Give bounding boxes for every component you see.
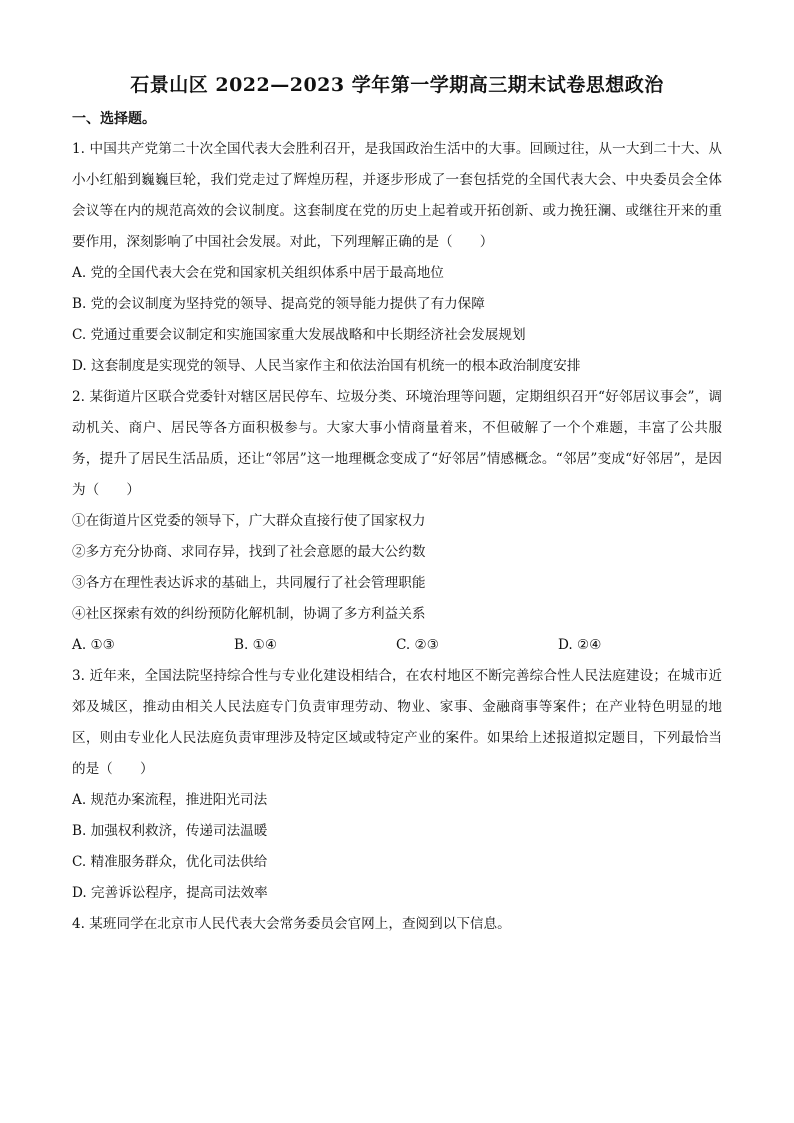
exam-content	[72, 106, 722, 940]
question-2-option-d: D. ②④	[558, 637, 602, 653]
question-3-stem: 3. 近年来，全国法院坚持综合性与专业化建设相结合，在农村地区不断完善综合性人民法庭建设；在城市近郊及城区，推动由相关人民法庭专门负责审理劳动、物业、家事、金融商事等案件；在产业特色明显的地区，则由专业化人民法庭负责审理涉及特定区域或特定产业的案件。如果给上述报道拟定题目，下列最恰当的是（ ）	[72, 668, 722, 777]
question-2-stem: 2. 某街道片区联合党委针对辖区居民停车、垃圾分类、环境治理等问题，定期组织召开“好邻居议事会”，调动机关、商户、居民等各方面积极参与。大家大事小情商量着来，不但破解了一个个难题，丰富了公共服务，提升了居民生活品质，还让“邻居”这一地理概念变成了“好邻居”情感概念。“邻居”变成“好邻居”，是因为（ ）	[72, 389, 722, 498]
page-title: 石景山区 2022—2023 学年第一学期高三期末试卷思想政治	[130, 74, 664, 96]
question-2-option-b: B. ①④	[234, 637, 278, 653]
question-2-statement-3: ③各方在理性表达诉求的基础上，共同履行了社会管理职能	[72, 575, 426, 591]
question-2-statement-2: ②多方充分协商、求同存异，找到了社会意愿的最大公约数	[72, 544, 426, 560]
question-3-option-c: C. 精准服务群众，优化司法供给	[72, 854, 268, 870]
question-2-option-a: A. ①③	[72, 637, 115, 653]
question-1-stem: 1. 中国共产党第二十次全国代表大会胜利召开，是我国政治生活中的大事。回顾过往，从一大到二十大、从小小红船到巍巍巨轮，我们党走过了辉煌历程，并逐步形成了一套包括党的全国代表大会、中央委员会全体会议等在内的规范高效的会议制度。这套制度在党的历史上起着或开拓创新、或力挽狂澜、或继往开来的重要作用，深刻影响了中国社会发展。对此，下列理解正确的是（ ）	[72, 141, 722, 250]
question-2-statement-4: ④社区探索有效的纠纷预防化解机制，协调了多方利益关系	[72, 606, 426, 622]
question-2-statement-1: ①在街道片区党委的领导下，广大群众直接行使了国家权力	[72, 513, 426, 529]
question-1-option-a: A. 党的全国代表大会在党和国家机关组织体系中居于最高地位	[72, 265, 444, 281]
question-1	[72, 134, 722, 382]
question-4	[72, 909, 722, 940]
question-3-option-d: D. 完善诉讼程序，提高司法效率	[72, 885, 268, 901]
question-2-options	[72, 630, 722, 661]
question-3-option-a: A. 规范办案流程，推进阳光司法	[72, 792, 268, 808]
question-3	[72, 661, 722, 909]
question-2-option-c: C. ②③	[396, 637, 439, 653]
question-1-option-c: C. 党通过重要会议制定和实施国家重大发展战略和中长期经济社会发展规划	[72, 327, 526, 343]
question-1-option-d: D. 这套制度是实现党的领导、人民当家作主和依法治国有机统一的根本政治制度安排	[72, 358, 581, 374]
question-3-option-b: B. 加强权利救济，传递司法温暖	[72, 823, 268, 839]
section-heading: 一、选择题。	[72, 111, 156, 127]
question-2	[72, 382, 722, 661]
question-1-option-b: B. 党的会议制度为坚持党的领导、提高党的领导能力提供了有力保障	[72, 296, 485, 312]
question-4-stem: 4. 某班同学在北京市人民代表大会常务委员会官网上，查阅到以下信息。	[72, 916, 511, 932]
